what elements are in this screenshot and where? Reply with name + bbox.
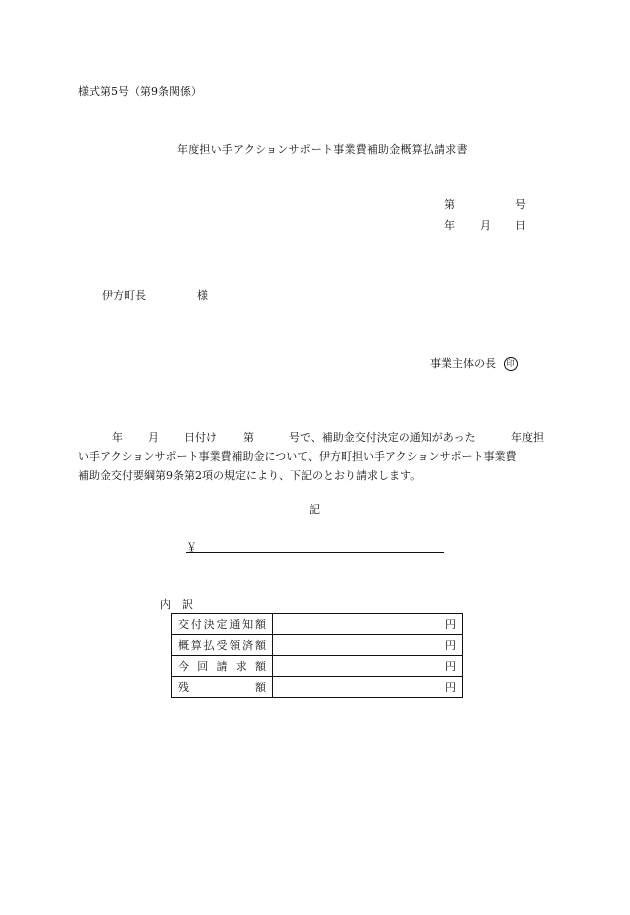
doc-number-dai: 第 [444, 198, 455, 211]
addressee-honorific: 様 [197, 289, 208, 302]
form-number: 様式第5号（第9条関係） [78, 85, 202, 98]
body-go-text: 号で、補助金交付決定の通知があった [289, 431, 476, 444]
row-label: 概算払受領済額 [172, 635, 273, 656]
row-unit: 円 [273, 677, 463, 698]
row-label: 残額 [172, 677, 273, 698]
yen-symbol: ￥ [186, 541, 197, 554]
applicant-signature [430, 357, 518, 371]
body-line-1 [78, 428, 568, 447]
body-year: 年 [112, 431, 123, 444]
amount-underline [186, 552, 444, 553]
addressee-name: 伊方町長 [102, 289, 146, 302]
breakdown-table [171, 613, 463, 698]
table-row [172, 656, 463, 677]
table-row [172, 677, 463, 698]
row-label: 今回請求額 [172, 656, 273, 677]
date-day: 日 [515, 219, 526, 232]
document-title: 年度担い手アクションサポート事業費補助金概算払請求書 [177, 143, 468, 156]
body-month: 月 [148, 431, 159, 444]
date-year: 年 [444, 219, 455, 232]
seal-mark: 印 [504, 357, 518, 371]
row-label: 交付決定通知額 [172, 614, 273, 635]
body-fy: 年度担 [511, 431, 544, 444]
body-line-2: い手アクションサポート事業費補助金について、伊方町担い手アクションサポート事業費 [78, 450, 517, 463]
row-unit: 円 [273, 635, 463, 656]
request-body [78, 428, 568, 485]
doc-number-go: 号 [515, 198, 526, 211]
row-unit: 円 [273, 656, 463, 677]
table-row [172, 614, 463, 635]
breakdown-label: 内 訳 [160, 598, 193, 611]
body-dated: 日付け [184, 431, 217, 444]
body-dai: 第 [243, 431, 254, 444]
ki-marker: 記 [309, 503, 320, 516]
row-unit: 円 [273, 614, 463, 635]
body-line-3: 補助金交付要綱第9条第2項の規定により、下記のとおり請求します。 [78, 469, 422, 482]
table-row [172, 635, 463, 656]
applicant-label: 事業主体の長 [430, 357, 496, 370]
date-month: 月 [480, 219, 491, 232]
